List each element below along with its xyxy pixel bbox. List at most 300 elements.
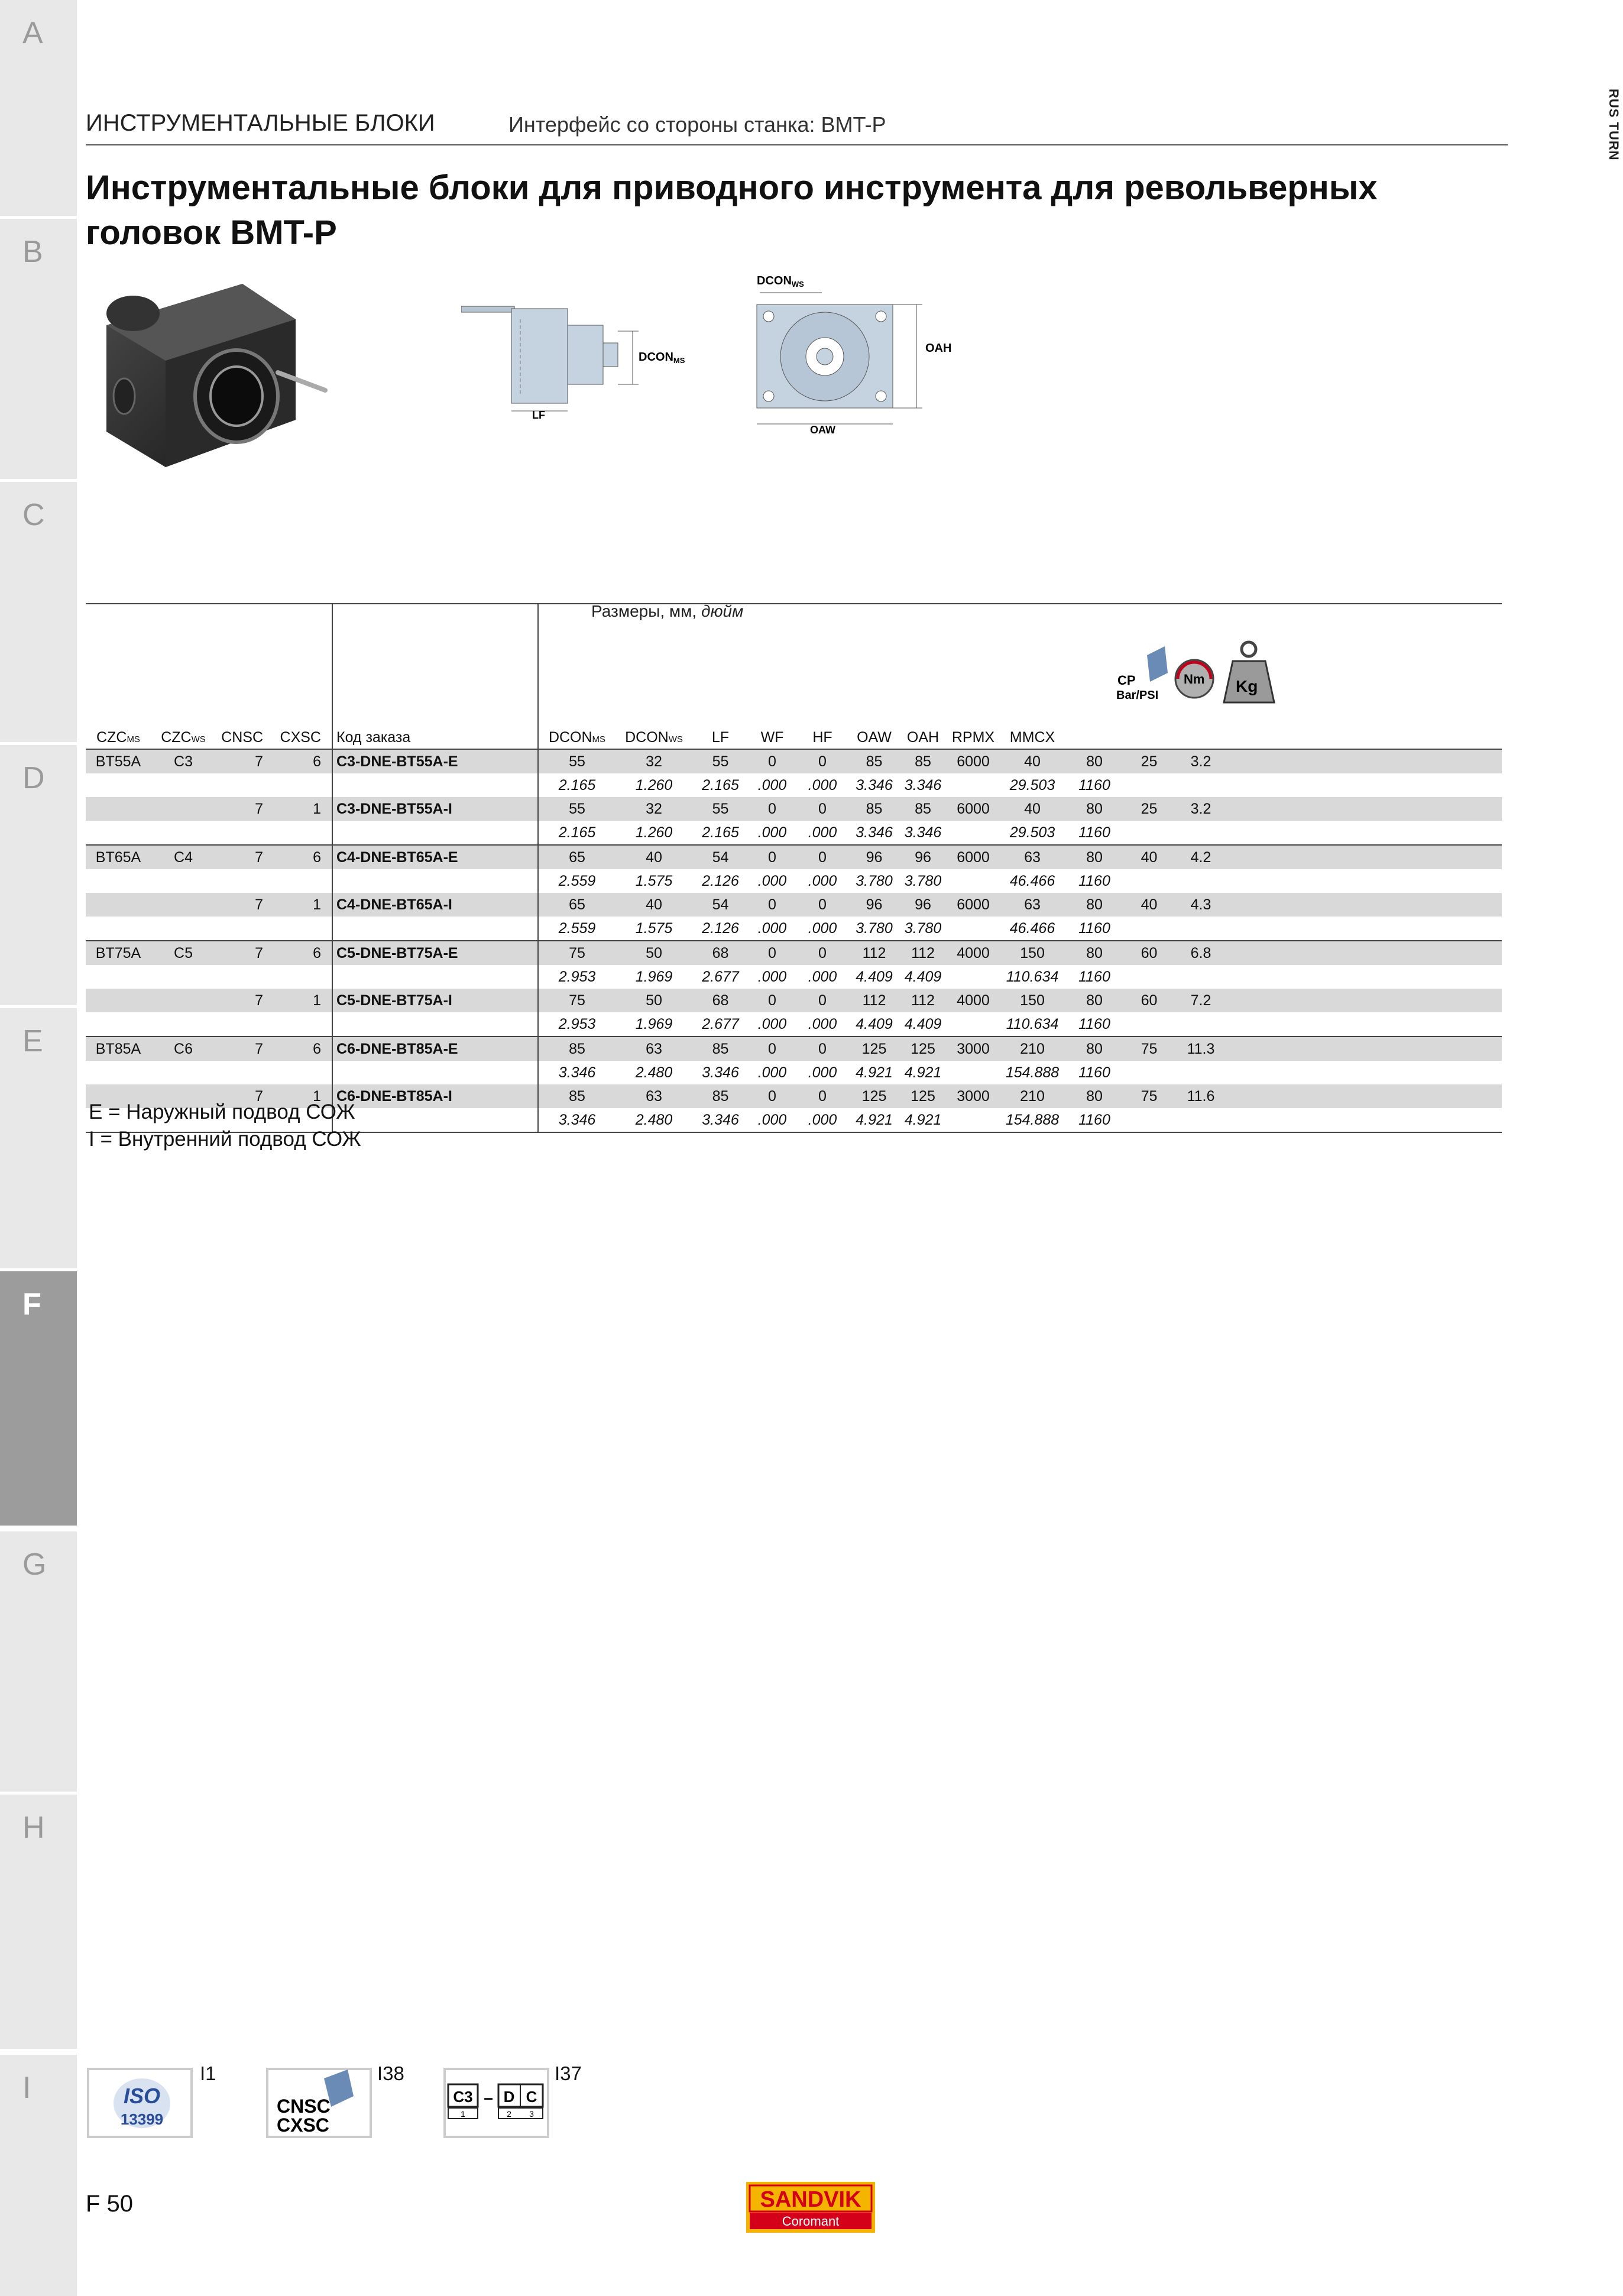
iso-reference-icon[interactable] <box>86 2067 195 2140</box>
table-row-inch <box>86 773 1502 797</box>
cell-czc-ws: C4 <box>151 845 216 869</box>
ref-page-iso[interactable]: I1 <box>200 2062 216 2084</box>
tab-h[interactable] <box>0 1795 77 2049</box>
cell-spacer <box>1227 1084 1502 1108</box>
cell-spacer <box>1227 797 1502 821</box>
cell-cnsc: 7 <box>216 797 280 821</box>
cell-value-inch <box>947 1061 1000 1084</box>
cell-value-inch: 1.969 <box>615 965 692 989</box>
cell-czc-ws <box>151 989 216 1012</box>
cell-value-mm: 7.2 <box>1174 989 1227 1012</box>
code-c: C <box>526 2088 537 2106</box>
cell-empty <box>280 773 332 797</box>
cell-value-inch: 3.346 <box>692 1061 749 1084</box>
cell-value-inch <box>947 773 1000 797</box>
cell-cxsc: 6 <box>280 941 332 965</box>
cell-value-mm: 85 <box>692 1037 749 1061</box>
cell-value-mm: 55 <box>538 749 615 773</box>
cell-value-inch: .000 <box>749 773 796 797</box>
cell-value-inch: 1160 <box>1065 1012 1124 1037</box>
cell-value-inch: 1.969 <box>615 1012 692 1037</box>
cell-spacer <box>1227 1037 1502 1061</box>
cell-value-inch: 1.260 <box>615 773 692 797</box>
cell-value-mm: 0 <box>749 1084 796 1108</box>
cell-value-mm: 0 <box>796 1084 849 1108</box>
cell-order-code: C5-DNE-BT75A-I <box>332 989 538 1012</box>
cell-value-mm: 63 <box>1000 845 1065 869</box>
legend-external: E = Наружный подвод СОЖ <box>89 1100 355 1123</box>
cell-value-mm: 40 <box>1000 749 1065 773</box>
brand-name: SANDVIK <box>760 2187 861 2212</box>
col-oaw: OAW <box>857 729 892 746</box>
cell-value-inch: 3.346 <box>538 1061 615 1084</box>
cell-value-mm: 6000 <box>947 797 1000 821</box>
col-czc-ws: CZCWS <box>161 729 206 746</box>
cell-value-mm: 54 <box>692 893 749 917</box>
iso-number: 13399 <box>120 2110 164 2128</box>
cell-value-inch: .000 <box>749 1012 796 1037</box>
cell-empty <box>216 821 280 845</box>
cell-value-inch: 1160 <box>1065 1061 1124 1084</box>
cell-order-code: C6-DNE-BT85A-E <box>332 1037 538 1061</box>
cell-value-inch: 4.921 <box>849 1108 899 1132</box>
cell-value-inch: .000 <box>796 965 849 989</box>
cell-value-mm: 80 <box>1065 893 1124 917</box>
cell-value-inch <box>1124 917 1174 941</box>
cell-value-mm: 50 <box>615 989 692 1012</box>
cell-spacer <box>1227 1012 1502 1037</box>
cell-value-mm: 6000 <box>947 845 1000 869</box>
cell-value-inch: 3.346 <box>692 1108 749 1132</box>
cell-spacer <box>1227 1061 1502 1084</box>
cell-value-mm: 80 <box>1065 1037 1124 1061</box>
cell-value-mm: 55 <box>692 797 749 821</box>
cell-value-mm: 80 <box>1065 941 1124 965</box>
dcon-ws-label: $DCON_{WS}$ <box>757 274 804 289</box>
cell-value-inch <box>1124 1012 1174 1037</box>
ref-page-code[interactable]: I37 <box>555 2062 582 2084</box>
cell-value-inch: 4.409 <box>899 1012 947 1037</box>
cell-value-inch: 154.888 <box>1000 1108 1065 1132</box>
interface-label: Интерфейс со стороны станка: BMT-P <box>508 112 886 137</box>
tab-f[interactable] <box>0 1271 77 1526</box>
cell-value-inch: .000 <box>796 1012 849 1037</box>
cell-spacer <box>1227 941 1502 965</box>
cell-value-inch: 29.503 <box>1000 773 1065 797</box>
cell-value-mm: 32 <box>615 797 692 821</box>
oaw-label: OAW <box>810 424 835 435</box>
cell-spacer <box>1227 869 1502 893</box>
cell-empty <box>280 869 332 893</box>
cell-value-inch <box>947 821 1000 845</box>
cell-value-inch: 2.126 <box>692 917 749 941</box>
cell-value-inch: 2.559 <box>538 917 615 941</box>
code-n1: 1 <box>461 2109 465 2119</box>
tab-letter: E <box>22 1024 43 1058</box>
cell-cnsc: 7 <box>216 1084 280 1108</box>
cell-value-mm: 75 <box>538 989 615 1012</box>
cell-value-mm: 112 <box>899 989 947 1012</box>
tab-letter: I <box>22 2071 31 2105</box>
cell-value-mm: 125 <box>899 1084 947 1108</box>
cell-value-inch: 1160 <box>1065 965 1124 989</box>
cell-value-inch <box>1174 965 1227 989</box>
cell-empty <box>216 917 280 941</box>
cell-cxsc: 1 <box>280 893 332 917</box>
cell-empty <box>280 917 332 941</box>
cell-empty <box>332 917 538 941</box>
cell-value-mm: 96 <box>849 845 899 869</box>
cell-value-mm: 80 <box>1065 845 1124 869</box>
code-n3: 3 <box>529 2109 534 2119</box>
cell-value-inch: 1160 <box>1065 821 1124 845</box>
cell-value-mm: 0 <box>749 941 796 965</box>
cell-value-inch <box>1174 917 1227 941</box>
cell-value-inch: 154.888 <box>1000 1061 1065 1084</box>
table-row <box>86 845 1502 869</box>
cell-value-mm: 112 <box>849 989 899 1012</box>
cell-value-inch: 3.346 <box>849 773 899 797</box>
cell-empty <box>332 1108 538 1132</box>
cell-spacer <box>1227 749 1502 773</box>
code-dash: – <box>484 2088 493 2107</box>
cell-value-mm: 4.2 <box>1174 845 1227 869</box>
cell-spacer <box>1227 917 1502 941</box>
cell-spacer <box>1227 989 1502 1012</box>
section-tabs <box>0 0 77 2296</box>
cell-empty <box>151 917 216 941</box>
ref-page-cnsc[interactable]: I38 <box>377 2062 404 2084</box>
cell-empty <box>151 821 216 845</box>
table-header-row <box>86 717 1502 749</box>
cp-icon-label: CP <box>1117 673 1136 688</box>
cell-czc-ws: C5 <box>151 941 216 965</box>
cell-value-mm: 75 <box>1124 1037 1174 1061</box>
code-d: D <box>503 2088 515 2106</box>
cell-value-mm: 0 <box>796 893 849 917</box>
ordering-code-reference-icon[interactable] <box>442 2067 552 2140</box>
cell-cnsc: 7 <box>216 1037 280 1061</box>
cell-value-inch <box>1174 773 1227 797</box>
cell-order-code: C4-DNE-BT65A-I <box>332 893 538 917</box>
cell-value-mm: 210 <box>1000 1037 1065 1061</box>
cell-value-inch: 3.780 <box>899 869 947 893</box>
cell-value-mm: 4000 <box>947 989 1000 1012</box>
cell-value-inch: 2.677 <box>692 1012 749 1037</box>
col-coolant-pressure <box>1065 717 1124 749</box>
cell-value-mm: 3.2 <box>1174 749 1227 773</box>
cell-value-inch <box>1174 821 1227 845</box>
col-cnsc: CNSC <box>221 729 263 746</box>
cell-value-mm: 6000 <box>947 893 1000 917</box>
page-number: F 50 <box>86 2191 134 2217</box>
cell-cxsc: 1 <box>280 989 332 1012</box>
cell-order-code: C3-DNE-BT55A-E <box>332 749 538 773</box>
cell-empty <box>280 1012 332 1037</box>
cell-value-mm: 63 <box>615 1084 692 1108</box>
cell-value-mm: 32 <box>615 749 692 773</box>
cell-value-mm: 125 <box>899 1037 947 1061</box>
cell-value-inch: 46.466 <box>1000 917 1065 941</box>
cell-value-inch: .000 <box>749 917 796 941</box>
tab-e[interactable] <box>0 1008 77 1268</box>
cell-empty <box>332 965 538 989</box>
cell-value-mm: 85 <box>849 797 899 821</box>
spec-table-body <box>86 749 1502 1132</box>
col-order-code: Код заказа <box>332 717 538 749</box>
cell-value-mm: 63 <box>1000 893 1065 917</box>
cell-value-mm: 0 <box>796 797 849 821</box>
tab-b[interactable] <box>0 219 77 479</box>
cell-value-mm: 80 <box>1065 1084 1124 1108</box>
cell-value-mm: 50 <box>615 941 692 965</box>
table-row <box>86 989 1502 1012</box>
cell-value-mm: 25 <box>1124 749 1174 773</box>
cell-value-inch: 4.921 <box>899 1108 947 1132</box>
cell-empty <box>332 773 538 797</box>
cell-value-inch: .000 <box>796 1108 849 1132</box>
cxsc-text: CXSC <box>277 2114 329 2136</box>
cell-value-inch <box>1124 965 1174 989</box>
col-torque <box>1124 717 1174 749</box>
cell-value-inch <box>1174 1108 1227 1132</box>
col-wf: WF <box>760 729 784 746</box>
tab-letter: B <box>22 235 43 269</box>
cell-value-inch: .000 <box>796 917 849 941</box>
cell-value-mm: 125 <box>849 1084 899 1108</box>
lf-label: LF <box>532 409 545 420</box>
tab-i[interactable] <box>0 2055 77 2296</box>
cell-value-inch: 4.409 <box>849 965 899 989</box>
spec-table <box>86 603 1502 1133</box>
cell-value-inch: 2.559 <box>538 869 615 893</box>
cell-empty <box>280 965 332 989</box>
col-hf: HF <box>812 729 832 746</box>
dcon-ms-label: $DCON_{MS}$ <box>639 351 685 365</box>
tab-letter: G <box>22 1547 47 1582</box>
cell-czc-ms <box>86 893 151 917</box>
cell-value-mm: 11.3 <box>1174 1037 1227 1061</box>
cell-value-inch <box>1124 1061 1174 1084</box>
weight-icon-label: Kg <box>1236 677 1258 695</box>
cell-order-code: C6-DNE-BT85A-I <box>332 1084 538 1108</box>
cell-value-mm: 85 <box>849 749 899 773</box>
tab-d[interactable] <box>0 745 77 1005</box>
cell-empty <box>332 1012 538 1037</box>
cell-value-mm: 0 <box>796 845 849 869</box>
cell-value-mm: 4.3 <box>1174 893 1227 917</box>
cell-order-code: C5-DNE-BT75A-E <box>332 941 538 965</box>
cell-value-mm: 0 <box>796 749 849 773</box>
cell-value-mm: 60 <box>1124 941 1174 965</box>
cell-value-inch: .000 <box>796 1061 849 1084</box>
cell-value-inch: 2.165 <box>538 821 615 845</box>
cell-empty <box>216 773 280 797</box>
cell-value-mm: 65 <box>538 893 615 917</box>
cell-value-inch: 3.346 <box>849 821 899 845</box>
table-row-inch <box>86 821 1502 845</box>
cell-value-mm: 80 <box>1065 749 1124 773</box>
col-mmcx: MMCX <box>1009 729 1055 746</box>
col-czc-ms: CZCMS <box>96 729 140 746</box>
cell-value-mm: 0 <box>749 893 796 917</box>
section-title: ИНСТРУМЕНТАЛЬНЫЕ БЛОКИ <box>86 110 435 136</box>
table-row-inch <box>86 965 1502 989</box>
col-rpmx: RPMX <box>951 729 995 746</box>
cell-value-inch: 3.346 <box>899 773 947 797</box>
cell-value-inch: 3.346 <box>538 1108 615 1132</box>
cell-czc-ws: C6 <box>151 1037 216 1061</box>
legend <box>89 1099 361 1153</box>
side-label: RUS TURN <box>1606 89 1621 161</box>
cell-value-mm: 40 <box>1000 797 1065 821</box>
cell-value-mm: 40 <box>1124 845 1174 869</box>
tab-letter: H <box>22 1811 45 1845</box>
cell-cxsc: 6 <box>280 845 332 869</box>
sandvik-logo <box>746 2182 875 2233</box>
cell-value-inch: 4.921 <box>899 1061 947 1084</box>
cell-cnsc: 7 <box>216 989 280 1012</box>
cell-value-mm: 75 <box>538 941 615 965</box>
cell-value-inch: 3.346 <box>899 821 947 845</box>
iso-text: ISO <box>123 2084 161 2108</box>
cell-value-mm: 3.2 <box>1174 797 1227 821</box>
cnsc-cxsc-reference-icon[interactable] <box>265 2067 374 2140</box>
col-lf: LF <box>711 729 730 746</box>
cell-value-inch: .000 <box>749 869 796 893</box>
cell-cnsc: 7 <box>216 749 280 773</box>
cell-empty <box>86 869 151 893</box>
cell-cxsc: 1 <box>280 797 332 821</box>
cell-spacer <box>1227 965 1502 989</box>
tab-g[interactable] <box>0 1531 77 1792</box>
cell-spacer <box>1227 1108 1502 1132</box>
cell-value-inch: 1.260 <box>615 821 692 845</box>
page-title: Инструментальные блоки для приводного инструмента для револьверных головок BMT-P <box>86 169 1378 252</box>
cell-empty <box>332 869 538 893</box>
cell-value-inch: 2.480 <box>615 1061 692 1084</box>
cell-value-mm: 40 <box>615 845 692 869</box>
cell-value-mm: 85 <box>899 749 947 773</box>
cell-value-mm: 3000 <box>947 1084 1000 1108</box>
cell-empty <box>216 1061 280 1084</box>
cell-value-mm: 68 <box>692 941 749 965</box>
cell-value-inch: 4.921 <box>849 1061 899 1084</box>
cell-spacer <box>1227 845 1502 869</box>
cell-cxsc: 6 <box>280 1037 332 1061</box>
cell-value-inch: 110.634 <box>1000 965 1065 989</box>
cell-empty <box>151 965 216 989</box>
cell-order-code: C3-DNE-BT55A-I <box>332 797 538 821</box>
tab-a[interactable] <box>0 0 77 216</box>
cell-value-inch: 2.677 <box>692 965 749 989</box>
cell-value-mm: 0 <box>796 941 849 965</box>
col-cxsc: CXSC <box>280 729 321 746</box>
tab-letter: F <box>22 1287 41 1322</box>
cell-value-mm: 0 <box>796 989 849 1012</box>
brand-sub: Coromant <box>782 2214 840 2229</box>
cell-value-mm: 0 <box>749 989 796 1012</box>
cell-value-mm: 150 <box>1000 941 1065 965</box>
cell-czc-ms: BT85A <box>86 1037 151 1061</box>
cell-empty <box>86 821 151 845</box>
col-dcon-ms: DCONMS <box>548 729 606 746</box>
cell-value-inch <box>947 965 1000 989</box>
page-header <box>86 108 1508 145</box>
cell-value-mm: 112 <box>849 941 899 965</box>
tab-c[interactable] <box>0 482 77 742</box>
cell-empty <box>151 1061 216 1084</box>
dimensions-header: Размеры, мм, дюйм <box>591 602 744 620</box>
cell-empty <box>216 965 280 989</box>
cell-value-inch <box>1174 869 1227 893</box>
cell-value-inch <box>947 917 1000 941</box>
cell-value-inch: .000 <box>796 773 849 797</box>
cell-value-mm: 125 <box>849 1037 899 1061</box>
table-row <box>86 941 1502 965</box>
cell-empty <box>86 1012 151 1037</box>
cell-value-mm: 68 <box>692 989 749 1012</box>
table-row-inch <box>86 1012 1502 1037</box>
cell-value-mm: 54 <box>692 845 749 869</box>
cell-spacer <box>1227 821 1502 845</box>
col-weight <box>1174 717 1227 749</box>
cell-value-inch: .000 <box>749 821 796 845</box>
cell-value-inch: 4.409 <box>899 965 947 989</box>
cell-value-mm: 0 <box>796 1037 849 1061</box>
table-row <box>86 749 1502 773</box>
cell-value-inch: .000 <box>796 869 849 893</box>
cell-value-mm: 40 <box>1124 893 1174 917</box>
cell-value-mm: 55 <box>692 749 749 773</box>
cell-value-mm: 85 <box>538 1037 615 1061</box>
cell-empty <box>86 965 151 989</box>
cell-empty <box>280 1061 332 1084</box>
cell-value-inch: .000 <box>749 965 796 989</box>
cell-value-mm: 96 <box>899 893 947 917</box>
cell-value-mm: 85 <box>538 1084 615 1108</box>
cell-value-inch: 110.634 <box>1000 1012 1065 1037</box>
cell-empty <box>86 917 151 941</box>
cell-empty <box>216 869 280 893</box>
cell-value-mm: 0 <box>749 845 796 869</box>
cell-value-inch <box>1124 773 1174 797</box>
cell-value-mm: 150 <box>1000 989 1065 1012</box>
cell-spacer <box>1227 773 1502 797</box>
cell-empty <box>151 869 216 893</box>
table-row-inch <box>86 917 1502 941</box>
cell-value-inch: 4.409 <box>849 1012 899 1037</box>
cell-empty <box>86 773 151 797</box>
cell-value-mm: 3000 <box>947 1037 1000 1061</box>
cell-czc-ws <box>151 797 216 821</box>
oah-label: OAH <box>925 342 952 355</box>
table-row <box>86 1037 1502 1061</box>
cell-empty <box>280 821 332 845</box>
cell-value-inch: 2.165 <box>538 773 615 797</box>
cell-czc-ms: BT75A <box>86 941 151 965</box>
cell-value-mm: 0 <box>749 749 796 773</box>
cell-value-inch <box>1124 821 1174 845</box>
cell-value-inch: .000 <box>796 821 849 845</box>
cell-value-mm: 80 <box>1065 989 1124 1012</box>
cell-empty <box>332 821 538 845</box>
cell-value-inch: 46.466 <box>1000 869 1065 893</box>
cell-value-mm: 63 <box>615 1037 692 1061</box>
cell-value-inch: 1160 <box>1065 773 1124 797</box>
cell-czc-ms <box>86 989 151 1012</box>
tool-block-photo <box>101 278 337 479</box>
